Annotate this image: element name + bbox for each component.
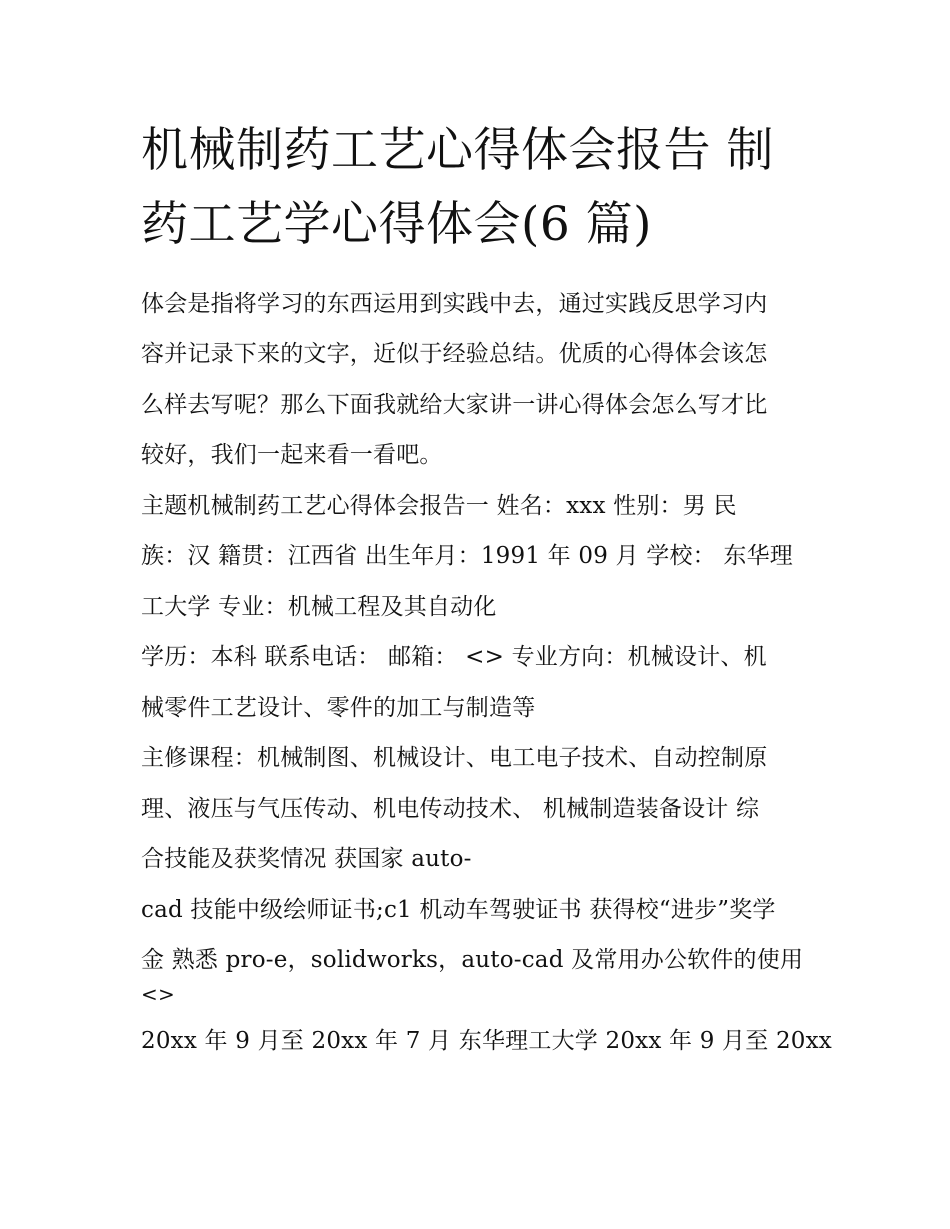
intro-paragraph: [141, 279, 821, 481]
paragraph-line: 学历：本科 联系电话： 邮箱： <> 专业方向：机械设计、机: [141, 644, 767, 670]
profile-paragraph: [141, 481, 821, 633]
angle-bracket-line: <>: [141, 981, 175, 1006]
paragraph-line: 族：汉 籍贯：江西省 出生年月：1991 年 09 月 学校： 东华理: [141, 543, 793, 569]
paragraph-line: 械零件工艺设计、零件的加工与制造等: [141, 694, 536, 721]
paragraph-line: 金 熟悉 pro-e，solidworks，auto-cad 及常用办公软件的使用: [141, 947, 804, 973]
skills-paragraph: [141, 885, 821, 1008]
paragraph-line: 容并记录下来的文字，近似于经验总结。优质的心得体会该怎: [141, 341, 768, 367]
education-paragraph: [141, 632, 821, 733]
paragraph-line: 合技能及获奖情况 获国家 auto-: [141, 846, 472, 872]
document-content: [141, 114, 832, 1066]
timeline-paragraph: [141, 1016, 832, 1067]
paragraph-line: 理、液压与气压传动、机电传动技术、 机械制造装备设计 综: [141, 795, 760, 822]
paragraph-line: 么样去写呢？那么下面我就给大家讲一讲心得体会怎么写才比: [141, 391, 768, 418]
paragraph-line: 工大学 专业：机械工程及其自动化: [141, 593, 497, 620]
paragraph-line: 主修课程：机械制图、机械设计、电工电子技术、自动控制原: [141, 745, 768, 771]
paragraph-line: 主题机械制药工艺心得体会报告一 姓名：xxx 性别：男 民: [141, 492, 737, 519]
title-line: 机械制药工艺心得体会报告 制: [141, 123, 774, 178]
paragraph-line: cad 技能中级绘师证书;c1 机动车驾驶证书 获得校“进步”奖学: [141, 896, 776, 923]
courses-paragraph: [141, 733, 821, 885]
document-title: [141, 114, 821, 263]
paragraph-line: 20xx 年 9 月至 20xx 年 7 月 东华理工大学 20xx 年 9 月至 20xx: [141, 1027, 832, 1054]
paragraph-line: 较好，我们一起来看一看吧。: [141, 442, 443, 468]
paragraph-line: 体会是指将学习的东西运用到实践中去，通过实践反思学习内: [141, 290, 768, 317]
title-line: 药工艺学心得体会(6 篇): [141, 197, 653, 253]
